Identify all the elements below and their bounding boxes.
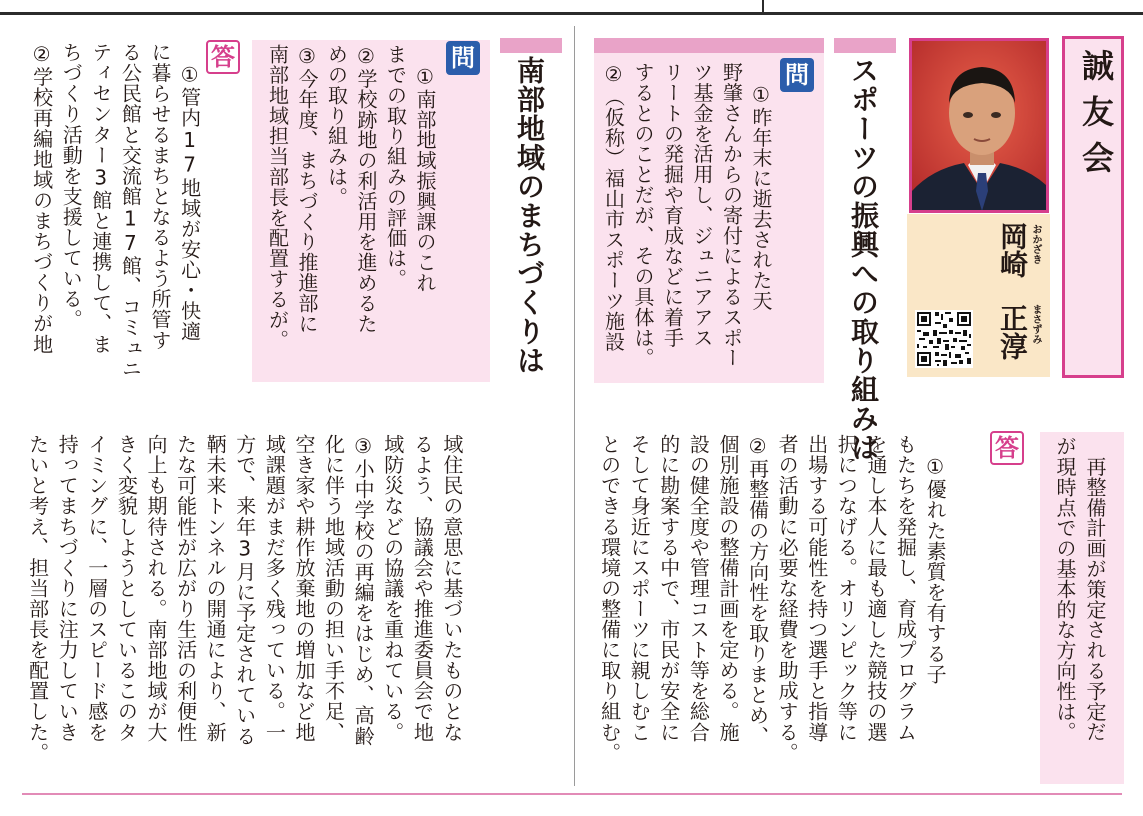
portrait-image xyxy=(912,41,1049,213)
section1-question-bar xyxy=(594,38,824,53)
section1-question-cont-text: 再整備計画が策定される予定だ が現時点での基本的な方向性は。 xyxy=(1053,436,1107,742)
section2-answer-text-bottom: 域住民の意思に基づいたものとな るよう、協議会や推進委員会で地 域防災などの協議を重ねている。 ③小中学校の再編をはじめ、高齢 化に伴う地域活動の担い手不足、 空き家や耕作放棄地の増加など地 域課題がまだ多く残っている。一 方で、来年3月に予定されている 鞆未来トンネルの開通により、新 たな可能性が広がり生活の利便性 向上も期待される。南部地域が大 きく変貌しようとしているこのタ イミングに、一層のスピード感を 持ってまちづくりに注力していき たいと考え、担当部長を配置した。 xyxy=(25,434,464,763)
section2-question-text: ①南部地域振興課のこれ までの取り組みの評価は。 ②学校跡地の利活用を進めるた めの取り組みは。 ③今年度、まちづくり推進部に 南部地域担当部長を配置するが。 xyxy=(265,44,437,350)
section2-answer-text-top: ①管内17地域が安心・快適 に暮らせるまちとなるよう所管す る公民館と交流館17館、コミュニ ティセンター3館と連携して、ま ちづくり活動を支援している。 ②学校再編地域のまちづくりが地 xyxy=(29,42,202,379)
given-name-furigana: まさずみ xyxy=(1030,304,1041,344)
top-rule-tick xyxy=(762,0,764,12)
section1-answer-text: ①優れた素質を有する子 もたちを発掘し、育成プログラム を通し本人に最も適した競技の選 択につなげる。オリンピック等に 出場する可能性を持つ選手と指導 者の活動に必要な経費を助成する。 ②再整備の方向性を取りまとめ、 個別施設の整備計画を定める。施 設の健全度や管理コスト等を総合 的に勘案する中で、市民が安全に そして身近にスポーツに親しむこ とのできる環境の整備に取り組む。 xyxy=(597,434,948,763)
bottom-rule xyxy=(22,793,1122,795)
section1-answer-badge: 答 xyxy=(990,431,1024,465)
section1-headline: スポーツの振興への取り組みは xyxy=(847,56,880,462)
section2-question-badge: 問 xyxy=(446,41,480,75)
family-name: 岡崎 xyxy=(996,222,1029,278)
member-name-box xyxy=(907,214,1050,377)
party-name-box xyxy=(1062,36,1124,378)
section2-headline: 南部地域のまちづくりは xyxy=(513,56,546,375)
family-name-furigana: おかざき xyxy=(1030,224,1041,264)
member-photo xyxy=(909,38,1049,213)
column-divider xyxy=(574,26,575,786)
section1-accent-bar xyxy=(834,38,896,53)
section1-question-badge: 問 xyxy=(780,58,814,92)
section1-question-text: ①昨年末に逝去された天 野肇さんからの寄付によるスポー ツ基金を活用し、ジュニアアス リートの発掘や育成などに着手 するとのことだが、その具体は。 ②（仮称）福山市スポーツ施設 xyxy=(601,62,773,368)
qr-code-icon xyxy=(915,310,973,368)
top-rule xyxy=(0,12,1143,15)
party-name: 誠友会 xyxy=(1077,49,1115,187)
given-name: 正淳 xyxy=(996,304,1029,360)
section2-answer-badge: 答 xyxy=(206,40,240,74)
section2-accent-bar xyxy=(500,38,562,53)
